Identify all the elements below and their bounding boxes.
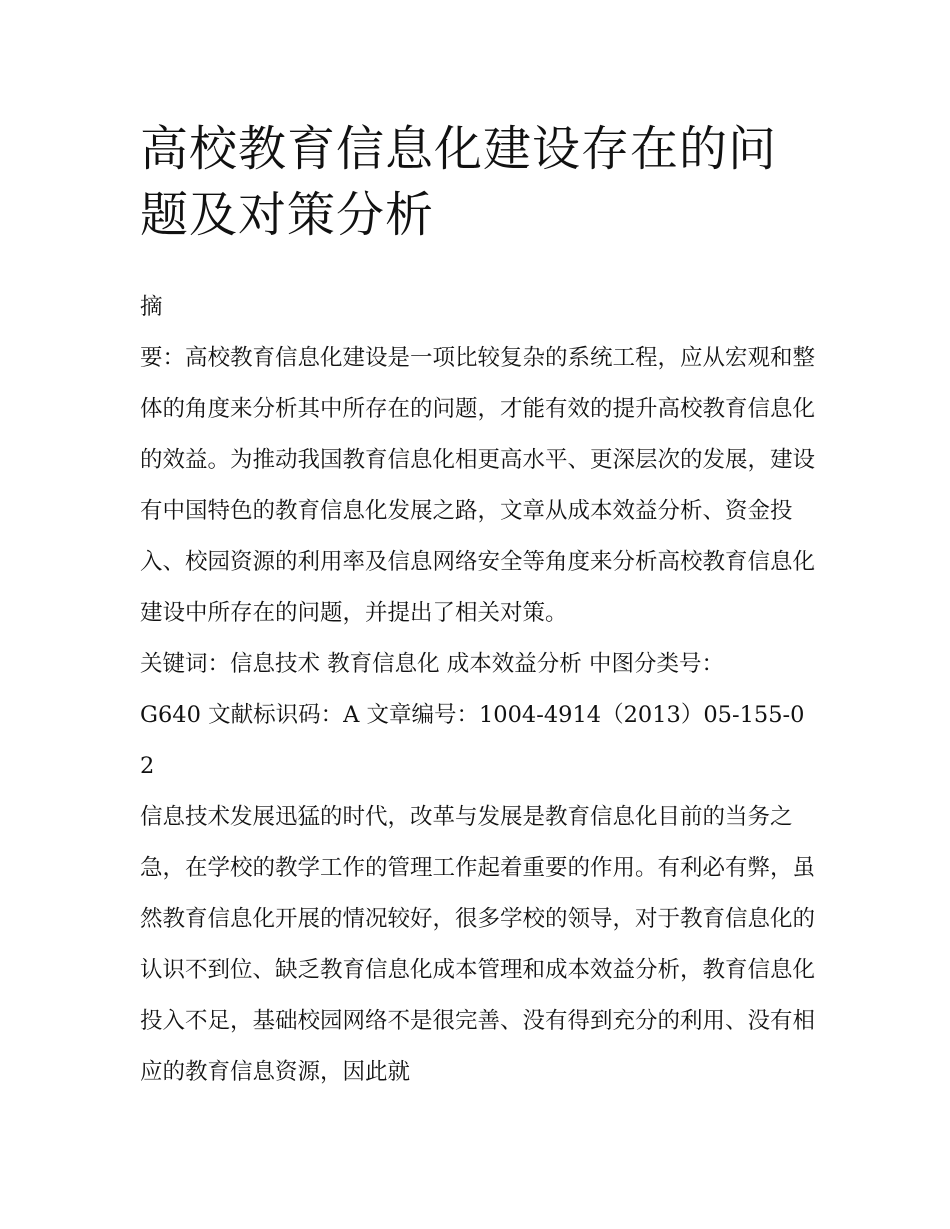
classification-line: G640 文献标识码：A 文章编号：1004-4914（2013）05-155-02 bbox=[140, 702, 805, 779]
document-title: 高校教育信息化建设存在的问题及对策分析 bbox=[140, 121, 778, 243]
abstract-paragraph: 要：高校教育信息化建设是一项比较复杂的系统工程，应从宏观和整体的角度来分析其中所存在的问题，才能有效的提升高校教育信息化的效益。为推动我国教育信息化相更高水平、更深层次的发展，建设有中国特色的教育信息化发展之路，文章从成本效益分析、资金投入、校园资源的利用率及信息网络安全等角度来分析高校教育信息化建设中所存在的问题，并提出了相关对策。 bbox=[140, 345, 816, 626]
intro-paragraph: 信息技术发展迅猛的时代，改革与发展是教育信息化目前的当务之急，在学校的教学工作的管理工作起着重要的作用。有利必有弊，虽然教育信息化开展的情况较好，很多学校的领导，对于教育信息化的认识不到位、缺乏教育信息化成本管理和成本效益分析，教育信息化投入不足，基础校园网络不是很完善、没有得到充分的利用、没有相应的教育信息资源，因此就 bbox=[140, 804, 816, 1085]
document-body bbox=[140, 282, 816, 1098]
keywords-line: 关键词：信息技术 教育信息化 成本效益分析 中图分类号： bbox=[140, 651, 724, 677]
abstract-label: 摘 bbox=[140, 294, 163, 320]
